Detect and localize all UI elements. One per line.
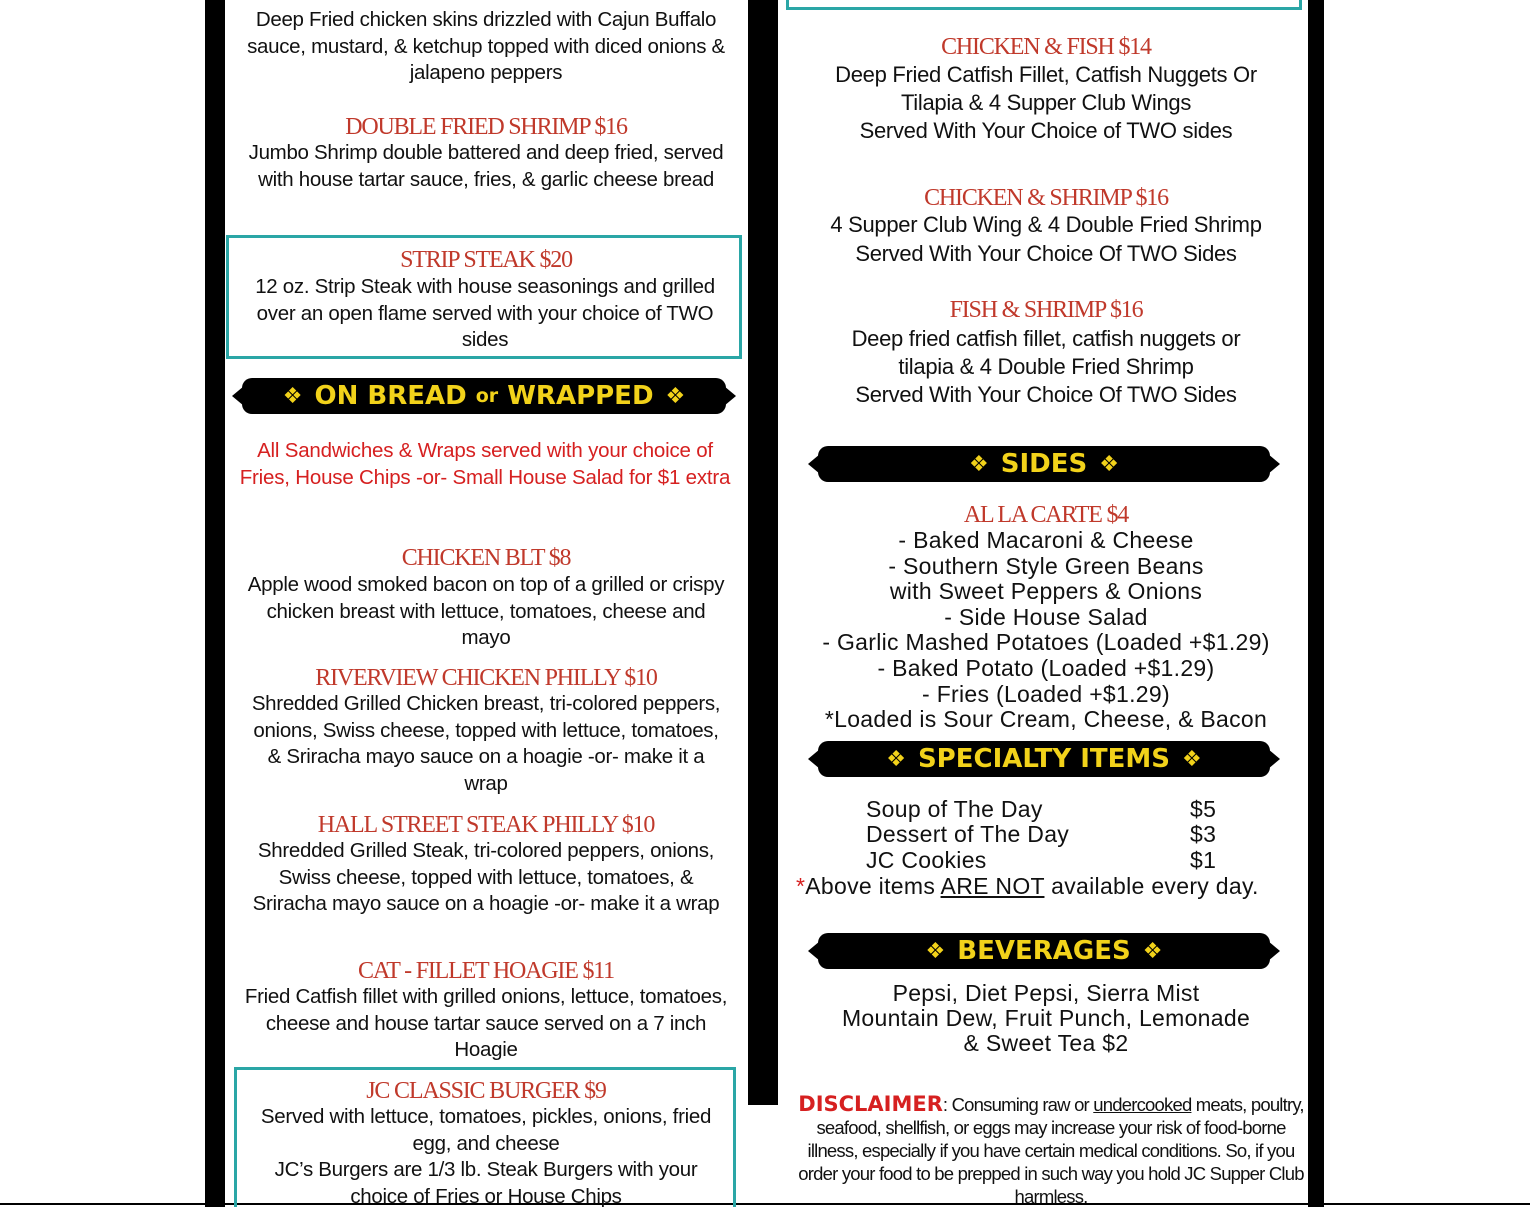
cajun-skins-description: Deep Fried chicken skins drizzled with Cajun Buffalo sauce, mustard, & ketchup topped with diced onions & jalapeno peppers bbox=[247, 8, 725, 85]
side-item: - Baked Potato (Loaded +$1.29) bbox=[877, 654, 1215, 681]
diamond-ornament-icon: ❖ bbox=[1142, 938, 1163, 964]
specialty-price: $3 bbox=[1190, 821, 1217, 847]
chicken-and-fish-line2: Tilapia & 4 Supper Club Wings bbox=[900, 90, 1192, 115]
sides-list bbox=[792, 528, 1300, 733]
loaded-note: *Loaded is Sour Cream, Cheese, & Bacon bbox=[824, 706, 1268, 733]
diamond-ornament-icon: ❖ bbox=[282, 383, 303, 409]
sides-banner bbox=[818, 446, 1270, 482]
side-item: - Southern Style Green Beans bbox=[888, 552, 1204, 579]
specialty-name: JC Cookies bbox=[866, 847, 987, 873]
specialty-name: Dessert of The Day bbox=[866, 821, 1070, 847]
side-item: - Garlic Mashed Potatoes (Loaded +$1.29) bbox=[822, 629, 1270, 656]
chicken-blt-title: CHICKEN BLT $8 bbox=[401, 545, 571, 571]
side-item: - Side House Salad bbox=[944, 603, 1148, 630]
specialty-price: $5 bbox=[1190, 796, 1217, 822]
sandwich-sides-note: All Sandwiches & Wraps served with your choice of Fries, House Chips -or- Small House Salad for $1 extra bbox=[239, 439, 731, 489]
specialty-name: Soup of The Day bbox=[866, 796, 1043, 822]
diamond-ornament-icon: ❖ bbox=[1099, 451, 1119, 477]
al-la-carte-title: AL LA CARTE $4 bbox=[963, 502, 1129, 528]
disclaimer-text-a: : Consuming raw or bbox=[942, 1094, 1094, 1115]
strip-steak-description: 12 oz. Strip Steak with house seasonings and grilled over an open flame served with your choice of TWO sides bbox=[255, 275, 715, 352]
fish-and-shrimp-line2: tilapia & 4 Double Fried Shrimp bbox=[898, 354, 1194, 379]
specialty-availability-note bbox=[796, 873, 1259, 899]
disclaimer bbox=[795, 1093, 1307, 1207]
jc-classic-burger-title: JC CLASSIC BURGER $9 bbox=[366, 1078, 606, 1104]
strip-steak-title: STRIP STEAK $20 bbox=[400, 247, 572, 273]
specialty-banner-label: SPECIALTY ITEMS bbox=[917, 744, 1171, 774]
beverages-line3: & Sweet Tea $2 bbox=[963, 1030, 1129, 1056]
diamond-ornament-icon: ❖ bbox=[925, 938, 946, 964]
cat-fillet-hoagie-title: CAT - FILLET HOAGIE $11 bbox=[358, 958, 614, 984]
note-emphasis: ARE NOT bbox=[940, 873, 1045, 899]
sides-banner-label: SIDES bbox=[1000, 449, 1088, 479]
left-border-bar bbox=[205, 0, 225, 1207]
double-fried-shrimp-title: DOUBLE FRIED SHRIMP $16 bbox=[345, 114, 627, 140]
diamond-ornament-icon: ❖ bbox=[969, 451, 989, 477]
disclaimer-text-b: meats, poultry, seafood, shellfish, or eggs may increase your risk of food-borne illness, especially if you have certain medical conditions. So, if you order your food to be prepped in such way you hold JC Supper Club harmless. bbox=[798, 1094, 1304, 1207]
note-asterisk: * bbox=[796, 873, 806, 899]
side-item: with Sweet Peppers & Onions bbox=[889, 578, 1203, 605]
diamond-ornament-icon: ❖ bbox=[886, 746, 906, 772]
chicken-and-fish-line1: Deep Fried Catfish Fillet, Catfish Nuggets Or bbox=[835, 62, 1257, 87]
specialty-items-banner bbox=[818, 741, 1270, 777]
chicken-and-shrimp-line2: Served With Your Choice Of TWO Sides bbox=[855, 241, 1237, 266]
fish-and-shrimp-line3: Served With Your Choice Of TWO Sides bbox=[855, 382, 1237, 407]
diamond-ornament-icon: ❖ bbox=[665, 383, 686, 409]
chicken-and-shrimp-title: CHICKEN & SHRIMP $16 bbox=[924, 185, 1168, 211]
note-text-a: Above items bbox=[805, 873, 941, 899]
jc-burger-size-note: JC’s Burgers are 1/3 lb. Steak Burgers with your choice of Fries or House Chips bbox=[274, 1158, 698, 1207]
banner-on-bread: ON BREAD bbox=[314, 381, 467, 411]
fish-and-shrimp-line1: Deep fried catfish fillet, catfish nuggets or bbox=[851, 326, 1241, 351]
cat-fillet-hoagie-description: Fried Catfish fillet with grilled onions, lettuce, tomatoes, cheese and house tartar sauce served on a 7 inch Hoagie bbox=[244, 985, 728, 1062]
side-item: - Fries (Loaded +$1.29) bbox=[922, 680, 1170, 707]
banner-or: or bbox=[475, 385, 499, 407]
top-teal-box bbox=[786, 0, 1302, 10]
hall-street-steak-philly-description: Shredded Grilled Steak, tri-colored peppers, onions, Swiss cheese, topped with lettuce, tomatoes, & Sriracha mayo sauce on a hoagie -or- make it a wrap bbox=[252, 839, 720, 916]
diamond-ornament-icon: ❖ bbox=[1182, 746, 1202, 772]
hall-street-steak-philly-title: HALL STREET STEAK PHILLY $10 bbox=[317, 812, 655, 838]
chicken-and-shrimp-line1: 4 Supper Club Wing & 4 Double Fried Shrimp bbox=[830, 212, 1262, 237]
side-item: - Baked Macaroni & Cheese bbox=[898, 527, 1194, 553]
beverages-line2: Mountain Dew, Fruit Punch, Lemonade bbox=[841, 1005, 1251, 1031]
disclaimer-underlined: undercooked bbox=[1093, 1094, 1192, 1115]
disclaimer-label: DISCLAIMER bbox=[798, 1092, 943, 1116]
double-fried-shrimp-description: Jumbo Shrimp double battered and deep fried, served with house tartar sauce, fries, & garlic cheese bread bbox=[248, 141, 724, 191]
specialty-price: $1 bbox=[1190, 847, 1217, 873]
fish-and-shrimp-title: FISH & SHRIMP $16 bbox=[949, 297, 1143, 323]
jc-classic-burger-description: Served with lettuce, tomatoes, pickles, onions, fried egg, and cheese bbox=[260, 1105, 712, 1155]
beverages-banner-label: BEVERAGES bbox=[957, 936, 1131, 966]
note-text-b: available every day. bbox=[1044, 873, 1259, 899]
beverages-banner bbox=[818, 933, 1270, 969]
right-border-bar bbox=[1308, 0, 1324, 1207]
beverages-line1: Pepsi, Diet Pepsi, Sierra Mist bbox=[892, 980, 1200, 1006]
banner-wrapped: WRAPPED bbox=[507, 381, 654, 411]
riverview-chicken-philly-description: Shredded Grilled Chicken breast, tri-colored peppers, onions, Swiss cheese, topped with lettuce, tomatoes, & Sriracha mayo sauce on a hoagie -or- make it a wrap bbox=[251, 692, 721, 795]
chicken-and-fish-title: CHICKEN & FISH $14 bbox=[941, 34, 1151, 60]
on-bread-or-wrapped-banner bbox=[242, 378, 726, 414]
riverview-chicken-philly-title: RIVERVIEW CHICKEN PHILLY $10 bbox=[315, 665, 657, 691]
center-divider-bar bbox=[748, 0, 778, 1105]
chicken-blt-description: Apple wood smoked bacon on top of a grilled or crispy chicken breast with lettuce, tomatoes, cheese and mayo bbox=[247, 573, 725, 650]
chicken-and-fish-line3: Served With Your Choice of TWO sides bbox=[859, 118, 1233, 143]
